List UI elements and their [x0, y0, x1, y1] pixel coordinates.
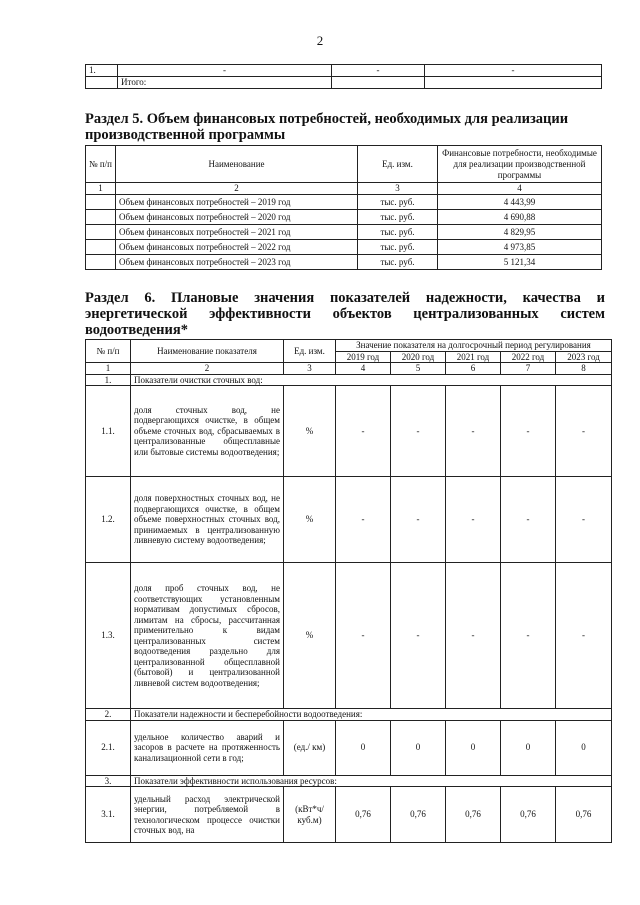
- continuation-table: [85, 64, 602, 89]
- row-value: [425, 77, 602, 89]
- row-value: -: [425, 65, 602, 77]
- table-row: [86, 195, 602, 210]
- row-name: Объем финансовых потребностей – 2020 год: [116, 210, 358, 225]
- row-value: -: [501, 563, 556, 709]
- header-name: Наименование: [116, 146, 358, 183]
- row-number: 3.1.: [86, 787, 131, 843]
- row-number: 2.1.: [86, 720, 131, 775]
- row-number: [86, 77, 118, 89]
- column-number: 4: [336, 363, 391, 375]
- row-value: -: [332, 65, 425, 77]
- column-number: 8: [556, 363, 612, 375]
- section6-title: Раздел 6. Плановые значения показателей надежности, качества и энергетической эффективности объектов централизованных систем водоотведения*: [85, 290, 605, 338]
- header-year: 2019 год: [336, 351, 391, 363]
- section5-table: [85, 145, 602, 270]
- group-row: [86, 775, 612, 787]
- table-row: [86, 210, 602, 225]
- table-row: [86, 563, 612, 709]
- page-number: 2: [316, 33, 324, 48]
- column-number: 6: [446, 363, 501, 375]
- row-unit: тыс. руб.: [358, 255, 438, 270]
- row-unit: %: [284, 386, 336, 477]
- row-value: 4 973,85: [438, 240, 602, 255]
- header-year: 2023 год: [556, 351, 612, 363]
- table-row: [86, 386, 612, 477]
- total-label: Итого:: [118, 77, 332, 89]
- row-unit: %: [284, 477, 336, 563]
- column-number: 1: [86, 363, 131, 375]
- row-unit: %: [284, 563, 336, 709]
- row-number: 1.2.: [86, 477, 131, 563]
- header-year: 2022 год: [501, 351, 556, 363]
- table-row: [86, 720, 612, 775]
- group-title: Показатели эффективности использования ресурсов:: [131, 775, 612, 787]
- row-value: -: [446, 563, 501, 709]
- table-row: [86, 787, 612, 843]
- row-value: -: [391, 563, 446, 709]
- row-name: удельное количество аварий и засоров в расчете на протяженность канализационной сети в год;: [131, 720, 284, 775]
- row-name: Объем финансовых потребностей – 2022 год: [116, 240, 358, 255]
- group-title: Показатели очистки сточных вод:: [131, 374, 612, 386]
- row-number: [86, 210, 116, 225]
- header-unit: Ед. изм.: [284, 340, 336, 363]
- column-number-row: [86, 183, 602, 195]
- row-value: 0: [556, 720, 612, 775]
- row-name: Объем финансовых потребностей – 2021 год: [116, 225, 358, 240]
- row-value: -: [336, 386, 391, 477]
- row-value: 0: [446, 720, 501, 775]
- row-value: -: [446, 477, 501, 563]
- row-value: -: [391, 477, 446, 563]
- table-row: [86, 65, 602, 77]
- row-number: [86, 240, 116, 255]
- row-name: доля сточных вод, не подвергающихся очистке, в общем объеме сточных вод, сбрасываемых в централизованные общесплавные или бытовые системы водоотведения;: [131, 386, 284, 477]
- row-value: 0,76: [556, 787, 612, 843]
- group-title: Показатели надежности и бесперебойности водоотведения:: [131, 709, 612, 721]
- group-number: 1.: [86, 374, 131, 386]
- header-period: Значение показателя на долгосрочный период регулирования: [336, 340, 612, 352]
- row-value: -: [556, 563, 612, 709]
- table-header-row: [86, 146, 602, 183]
- header-year: 2020 год: [391, 351, 446, 363]
- column-number: 7: [501, 363, 556, 375]
- row-value: -: [556, 477, 612, 563]
- row-name: доля проб сточных вод, не соответствующих установленным нормативам допустимых сбросов, лимитам на сбросы, рассчитанная применительно к видам централизованных систем водоотведения раздельно для централизованной общесплавной (бытовой) и централизованной ливневой систем водоотведения;: [131, 563, 284, 709]
- row-number: [86, 255, 116, 270]
- row-name: Объем финансовых потребностей – 2023 год: [116, 255, 358, 270]
- row-value: 0: [501, 720, 556, 775]
- row-unit: тыс. руб.: [358, 210, 438, 225]
- row-value: 0: [391, 720, 446, 775]
- row-value: -: [556, 386, 612, 477]
- table-row: [86, 225, 602, 240]
- table-header-row: [86, 340, 612, 352]
- row-value: 4 690,88: [438, 210, 602, 225]
- row-value: 0,76: [501, 787, 556, 843]
- row-unit: тыс. руб.: [358, 240, 438, 255]
- section6-table: [85, 339, 612, 843]
- group-row: [86, 374, 612, 386]
- row-value: [332, 77, 425, 89]
- header-name: Наименование показателя: [131, 340, 284, 363]
- section5-title: Раздел 5. Объем финансовых потребностей, необходимых для реализации производственной программы: [85, 111, 569, 143]
- group-number: 2.: [86, 709, 131, 721]
- row-unit: (кВт*ч/ куб.м): [284, 787, 336, 843]
- row-value: 0,76: [391, 787, 446, 843]
- row-value: -: [501, 386, 556, 477]
- row-name: Объем финансовых потребностей – 2019 год: [116, 195, 358, 210]
- row-value: -: [391, 386, 446, 477]
- column-number: 1: [86, 183, 116, 195]
- column-number-row: [86, 363, 612, 375]
- row-number: 1.: [86, 65, 118, 77]
- column-number: 4: [438, 183, 602, 195]
- table-row: [86, 255, 602, 270]
- row-name: доля поверхностных сточных вод, не подвергающихся очистке, в общем объеме поверхностных сточных вод, принимаемых в централизованную ливневую систему водоотведения;: [131, 477, 284, 563]
- row-value: 0: [336, 720, 391, 775]
- row-value: 4 443,99: [438, 195, 602, 210]
- column-number: 3: [284, 363, 336, 375]
- table-row: [86, 77, 602, 89]
- column-number: 2: [131, 363, 284, 375]
- header-number: № п/п: [86, 340, 131, 363]
- row-name: -: [118, 65, 332, 77]
- row-value: -: [501, 477, 556, 563]
- row-name: удельный расход электрической энергии, потребляемой в технологическом процессе очистки сточных вод, на: [131, 787, 284, 843]
- column-number: 3: [358, 183, 438, 195]
- table-row: [86, 477, 612, 563]
- row-value: 0,76: [446, 787, 501, 843]
- column-number: 5: [391, 363, 446, 375]
- header-value: Финансовые потребности, необходимые для реализации производственной программы: [438, 146, 602, 183]
- table-row: [86, 240, 602, 255]
- row-unit: тыс. руб.: [358, 225, 438, 240]
- row-value: -: [336, 563, 391, 709]
- row-unit: тыс. руб.: [358, 195, 438, 210]
- header-year: 2021 год: [446, 351, 501, 363]
- group-number: 3.: [86, 775, 131, 787]
- row-value: -: [446, 386, 501, 477]
- row-value: 0,76: [336, 787, 391, 843]
- header-unit: Ед. изм.: [358, 146, 438, 183]
- row-value: -: [336, 477, 391, 563]
- column-number: 2: [116, 183, 358, 195]
- row-number: 1.1.: [86, 386, 131, 477]
- row-number: [86, 225, 116, 240]
- group-row: [86, 709, 612, 721]
- row-value: 5 121,34: [438, 255, 602, 270]
- header-number: № п/п: [86, 146, 116, 183]
- row-number: [86, 195, 116, 210]
- row-number: 1.3.: [86, 563, 131, 709]
- row-unit: (ед./ км): [284, 720, 336, 775]
- row-value: 4 829,95: [438, 225, 602, 240]
